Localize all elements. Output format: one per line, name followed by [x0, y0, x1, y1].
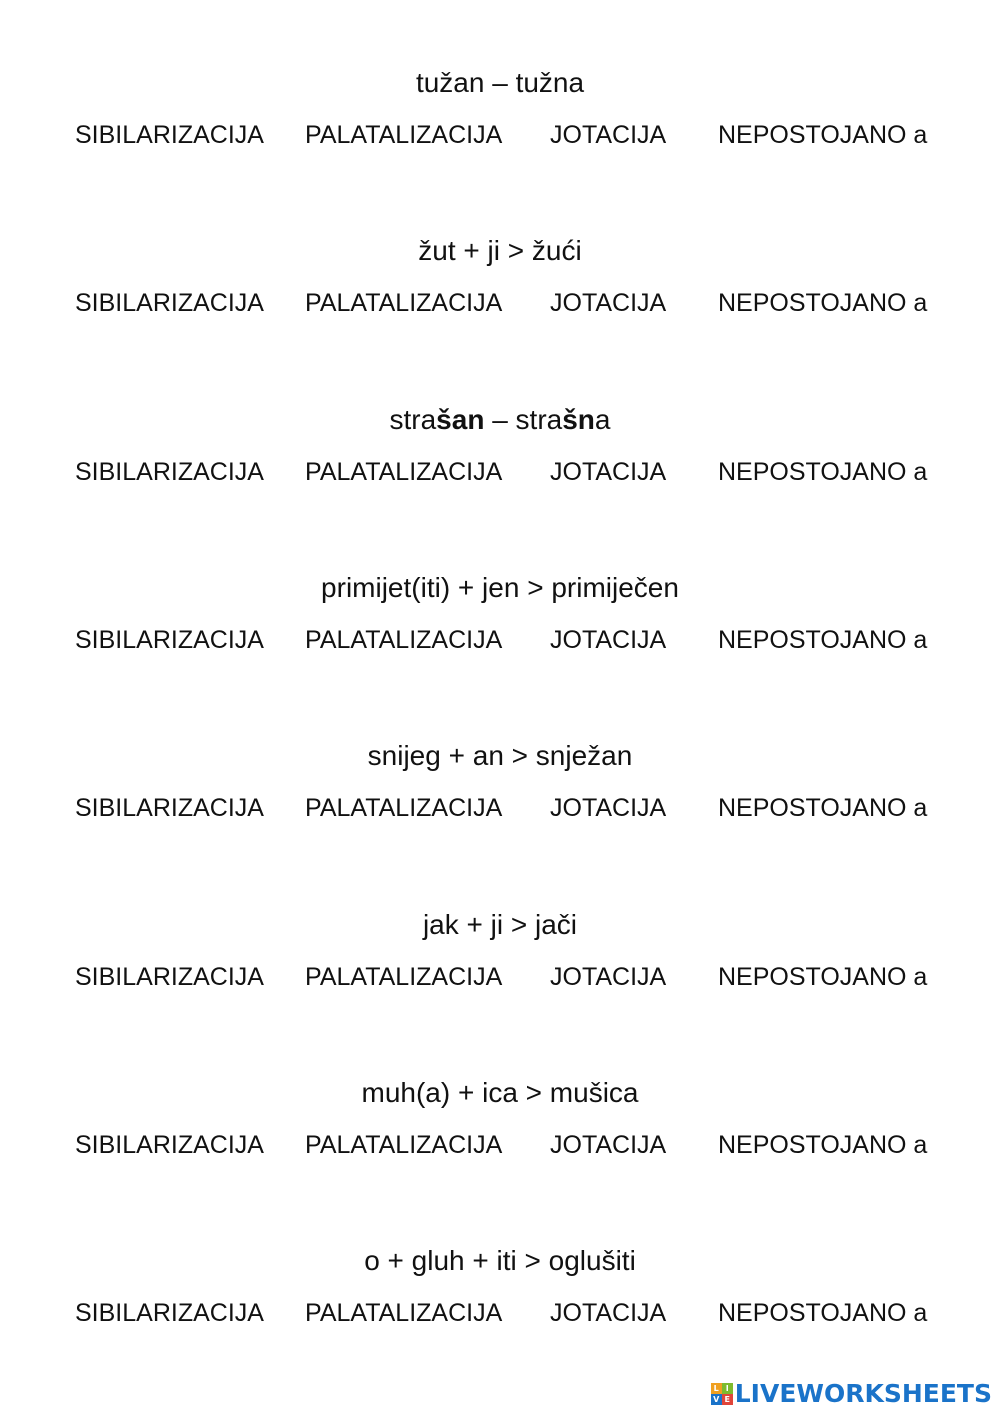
option-nepostojano-a[interactable]: NEPOSTOJANO a: [718, 458, 928, 486]
option-jotacija[interactable]: JOTACIJA: [550, 626, 667, 654]
prompt-segment: žut + ji > žući: [418, 235, 582, 266]
question-prompt: [0, 739, 1000, 773]
option-palatalizacija[interactable]: PALATALIZACIJA: [305, 121, 503, 149]
question-6: [0, 908, 1000, 1018]
option-sibilarizacija[interactable]: SIBILARIZACIJA: [75, 458, 264, 486]
icon-letter: V: [711, 1394, 722, 1405]
question-prompt: [0, 66, 1000, 100]
question-2: [0, 234, 1000, 344]
option-palatalizacija[interactable]: PALATALIZACIJA: [305, 289, 503, 317]
prompt-bold-segment: šn: [562, 404, 595, 435]
live-icon: [711, 1383, 733, 1405]
option-jotacija[interactable]: JOTACIJA: [550, 289, 667, 317]
option-nepostojano-a[interactable]: NEPOSTOJANO a: [718, 1131, 928, 1159]
option-nepostojano-a[interactable]: NEPOSTOJANO a: [718, 121, 928, 149]
question-8: [0, 1244, 1000, 1354]
question-5: [0, 739, 1000, 849]
prompt-bold-segment: šan: [436, 404, 485, 435]
question-1: [0, 66, 1000, 176]
option-sibilarizacija[interactable]: SIBILARIZACIJA: [75, 289, 264, 317]
prompt-segment: – stra: [484, 404, 563, 435]
question-prompt: [0, 234, 1000, 268]
option-jotacija[interactable]: JOTACIJA: [550, 963, 667, 991]
icon-letter: I: [722, 1383, 733, 1394]
prompt-segment: a: [594, 404, 611, 435]
option-jotacija[interactable]: JOTACIJA: [550, 794, 667, 822]
prompt-segment: jak + ji > jači: [422, 909, 578, 940]
prompt-segment: primijet(iti) + jen > primiječen: [321, 572, 679, 603]
question-prompt: [0, 571, 1000, 605]
prompt-segment: snijeg + an > snježan: [367, 740, 633, 771]
option-palatalizacija[interactable]: PALATALIZACIJA: [305, 1131, 503, 1159]
option-palatalizacija[interactable]: PALATALIZACIJA: [305, 626, 503, 654]
option-jotacija[interactable]: JOTACIJA: [550, 1299, 667, 1327]
option-sibilarizacija[interactable]: SIBILARIZACIJA: [75, 794, 264, 822]
option-nepostojano-a[interactable]: NEPOSTOJANO a: [718, 794, 928, 822]
prompt-segment: tužan – tužna: [415, 67, 585, 98]
option-nepostojano-a[interactable]: NEPOSTOJANO a: [718, 626, 928, 654]
option-nepostojano-a[interactable]: NEPOSTOJANO a: [718, 289, 928, 317]
question-7: [0, 1076, 1000, 1186]
icon-letter: L: [711, 1383, 722, 1394]
question-prompt: [0, 403, 1000, 437]
option-jotacija[interactable]: JOTACIJA: [550, 458, 667, 486]
question-3: [0, 403, 1000, 513]
question-4: [0, 571, 1000, 681]
option-palatalizacija[interactable]: PALATALIZACIJA: [305, 794, 503, 822]
option-palatalizacija[interactable]: PALATALIZACIJA: [305, 1299, 503, 1327]
option-palatalizacija[interactable]: PALATALIZACIJA: [305, 458, 503, 486]
question-prompt: [0, 908, 1000, 942]
prompt-segment: muh(a) + ica > mušica: [361, 1077, 639, 1108]
question-prompt: [0, 1076, 1000, 1110]
option-sibilarizacija[interactable]: SIBILARIZACIJA: [75, 963, 264, 991]
option-jotacija[interactable]: JOTACIJA: [550, 1131, 667, 1159]
brand-text: LIVEWORKSHEETS: [734, 1379, 992, 1408]
option-sibilarizacija[interactable]: SIBILARIZACIJA: [75, 1299, 264, 1327]
option-nepostojano-a[interactable]: NEPOSTOJANO a: [718, 963, 928, 991]
option-palatalizacija[interactable]: PALATALIZACIJA: [305, 963, 503, 991]
option-jotacija[interactable]: JOTACIJA: [550, 121, 667, 149]
prompt-segment: o + gluh + iti > oglušiti: [364, 1245, 636, 1276]
icon-letter: E: [722, 1394, 733, 1405]
question-prompt: [0, 1244, 1000, 1278]
option-sibilarizacija[interactable]: SIBILARIZACIJA: [75, 626, 264, 654]
option-sibilarizacija[interactable]: SIBILARIZACIJA: [75, 1131, 264, 1159]
prompt-segment: stra: [389, 404, 437, 435]
liveworksheets-logo: [711, 1381, 992, 1407]
option-nepostojano-a[interactable]: NEPOSTOJANO a: [718, 1299, 928, 1327]
option-sibilarizacija[interactable]: SIBILARIZACIJA: [75, 121, 264, 149]
